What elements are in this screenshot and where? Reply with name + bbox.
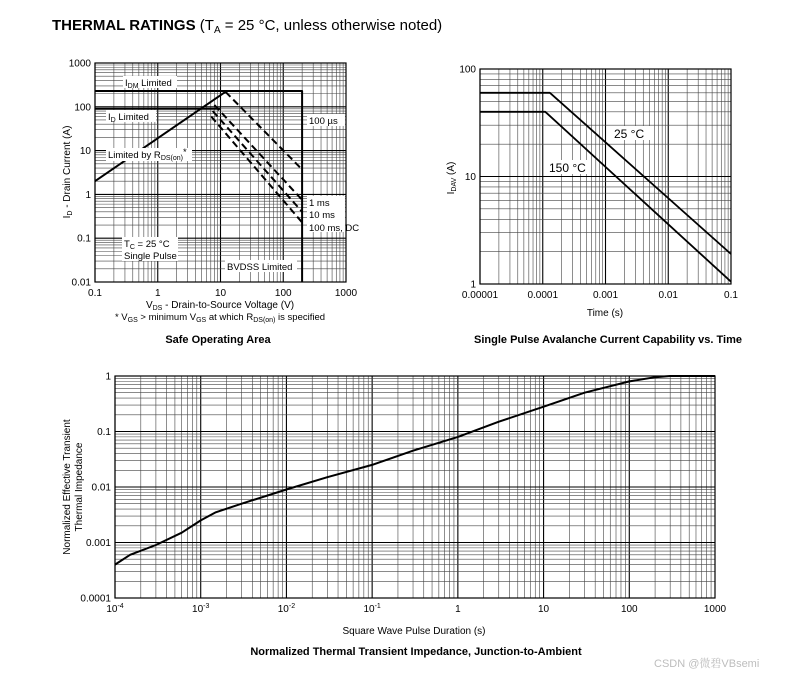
soa-ytick-label: 10 (79, 146, 91, 158)
zth-grid (115, 376, 715, 598)
zth-ylabel-line2: Thermal Impedance (74, 442, 85, 532)
soa-xtick-label: 100 (274, 288, 292, 299)
zth-title: Normalized Thermal Transient Impedance, Junction-to-Ambient (250, 646, 582, 658)
zth-ytick-label: 1 (105, 371, 111, 383)
zth-xtick-label: $10^{-3}$ (192, 603, 210, 615)
soa-annot-rds: Limited by $R_{DS(on)}*$ (108, 147, 187, 162)
page-title: THERMAL RATINGS ($T_A = 25$ °C, unless otherwise noted) (52, 17, 443, 36)
soa-xtick-label: 1 (154, 288, 161, 299)
aval-title: Single Pulse Avalanche Current Capability vs. Time (474, 334, 742, 346)
aval-series-label-150c: 150 °C (549, 161, 586, 175)
soa-title: Safe Operating Area (165, 334, 271, 346)
aval-x-ticks (462, 290, 738, 301)
aval-xtick-label: 0.1 (724, 290, 738, 301)
soa-xlabel: $V_{DS}$ - Drain-to-Source Voltage (V) (145, 300, 295, 312)
soa-annot-id: $I_D$ Limited (108, 112, 149, 124)
zth-ytick-label: 0.001 (85, 538, 111, 549)
aval-grid (480, 69, 731, 284)
aval-xtick-label: 0.001 (592, 290, 619, 301)
soa-annot-single-pulse: Single Pulse (124, 251, 177, 262)
zth-xtick-label: 100 (620, 604, 638, 615)
aval-xlabel: Time (s) (586, 308, 624, 319)
aval-xtick-label: 0.00001 (461, 290, 499, 301)
aval-ytick-label: 1 (470, 279, 476, 291)
zth-ytick-label: 0.1 (97, 427, 111, 438)
zth-x-ticks (106, 603, 726, 615)
soa-annot-1ms: 1 ms (309, 198, 330, 209)
zth-ytick-label: 0.0001 (80, 593, 111, 605)
soa-annot-100ms: 100 ms, DC (309, 223, 360, 234)
zth-xlabel: Square Wave Pulse Duration (s) (342, 626, 486, 637)
soa-ytick-label: 0.01 (71, 277, 91, 289)
zth-xtick-label: 1000 (703, 604, 727, 615)
aval-xtick-label: 0.0001 (527, 290, 559, 301)
soa-annot-100us: 100 µs (309, 116, 338, 127)
soa-chart (62, 59, 359, 347)
soa-annot-idm: $I_{DM}$ Limited (125, 78, 172, 90)
zth-ytick-label: 0.01 (91, 482, 111, 494)
aval-ytick-label: 100 (459, 64, 476, 76)
aval-ytick-label: 10 (464, 172, 476, 183)
soa-xtick-label: 0.1 (88, 288, 102, 299)
zth-xtick-label: $10^{-4}$ (106, 603, 124, 615)
zth-ylabel-line1: Normalized Effective Transient (62, 419, 73, 555)
soa-xtick-label: 10 (214, 288, 227, 299)
soa-annot-10ms: 10 ms (309, 210, 335, 221)
watermark: CSDN @微碧VBsemi (654, 658, 760, 670)
zth-y-ticks (80, 372, 111, 605)
zth-xtick-label: 10 (538, 604, 550, 615)
aval-ylabel: $I_{DAV}$ (A) (446, 161, 458, 195)
aval-xtick-label: 0.01 (658, 290, 678, 301)
zth-xtick-label: $10^{-2}$ (277, 603, 296, 615)
zth-xtick-label: 1 (455, 604, 461, 615)
soa-footnote: * $V_{GS}$ > minimum $V_{GS}$ at which $R_{DS(on)}$ is specified (114, 312, 326, 324)
thermal-impedance-chart (62, 372, 727, 659)
soa-annot-bvdss: BVDSS Limited (227, 262, 293, 273)
aval-series-label-25c: 25 °C (614, 127, 645, 141)
soa-series-line (211, 117, 302, 223)
soa-ylabel: $I_D$ - Drain Current (A) (62, 125, 74, 219)
aval-y-ticks (459, 65, 476, 291)
avalanche-chart (446, 65, 742, 347)
soa-x-ticks (88, 288, 358, 299)
zth-xtick-label: $10^{-1}$ (363, 603, 381, 615)
soa-annot-tc: $T_C = 25$ °C (124, 239, 170, 251)
soa-xtick-label: 1000 (334, 288, 358, 299)
soa-ytick-label: 0.1 (77, 233, 91, 245)
soa-ytick-label: 1 (85, 189, 91, 201)
soa-ytick-label: 100 (74, 102, 91, 114)
soa-ytick-label: 1000 (68, 58, 91, 70)
